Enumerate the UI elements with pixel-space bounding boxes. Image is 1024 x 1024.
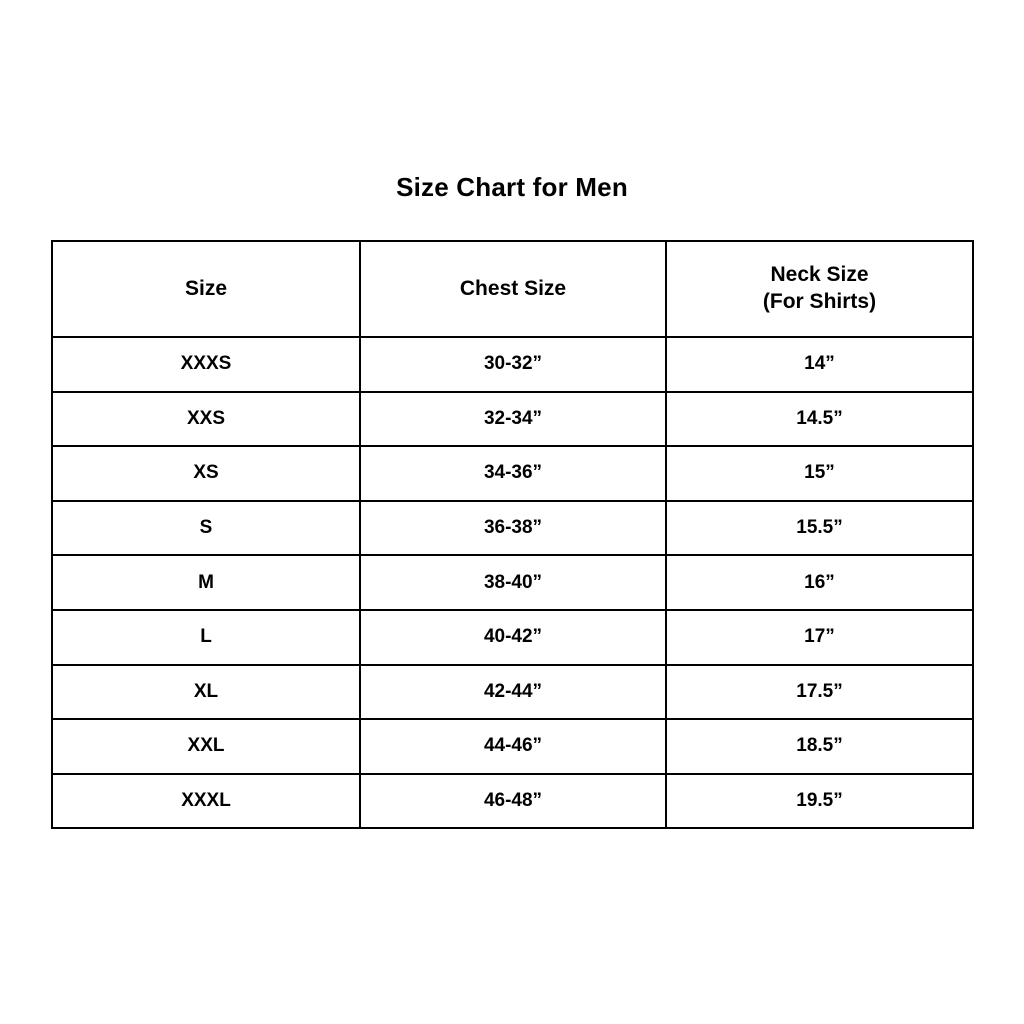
column-header-neck-label: Neck Size	[770, 263, 869, 287]
column-header-size	[52, 241, 360, 337]
cell-neck: 19.5”	[666, 774, 973, 829]
table-body	[52, 337, 973, 828]
cell-size: XXL	[52, 719, 360, 774]
cell-chest: 46-48”	[360, 774, 666, 829]
cell-chest: 38-40”	[360, 555, 666, 610]
cell-neck: 17.5”	[666, 665, 973, 720]
table-row	[52, 446, 973, 501]
column-header-neck-sublabel: (For Shirts)	[762, 290, 877, 313]
cell-chest: 32-34”	[360, 392, 666, 447]
cell-neck: 14”	[666, 337, 973, 392]
table-row	[52, 610, 973, 665]
cell-size: XL	[52, 665, 360, 720]
cell-chest: 40-42”	[360, 610, 666, 665]
table-row	[52, 337, 973, 392]
cell-size: XXXL	[52, 774, 360, 829]
cell-size: XS	[52, 446, 360, 501]
cell-size: L	[52, 610, 360, 665]
page-title: Size Chart for Men	[396, 172, 628, 202]
column-header-neck	[666, 241, 973, 337]
cell-neck: 18.5”	[666, 719, 973, 774]
table-row	[52, 392, 973, 447]
size-chart-table-container	[51, 240, 972, 829]
column-header-chest	[360, 241, 666, 337]
table-row	[52, 555, 973, 610]
cell-size: S	[52, 501, 360, 556]
cell-size: M	[52, 555, 360, 610]
size-chart-table	[51, 240, 974, 829]
cell-size: XXS	[52, 392, 360, 447]
table-row	[52, 501, 973, 556]
table-row	[52, 665, 973, 720]
cell-neck: 15”	[666, 446, 973, 501]
column-header-size-label: Size	[184, 276, 228, 300]
table-row	[52, 774, 973, 829]
cell-neck: 16”	[666, 555, 973, 610]
table-row	[52, 719, 973, 774]
cell-size: XXXS	[52, 337, 360, 392]
cell-neck: 17”	[666, 610, 973, 665]
table-header	[52, 241, 973, 337]
cell-chest: 34-36”	[360, 446, 666, 501]
cell-neck: 15.5”	[666, 501, 973, 556]
column-header-chest-label: Chest Size	[459, 276, 567, 300]
cell-chest: 44-46”	[360, 719, 666, 774]
cell-neck: 14.5”	[666, 392, 973, 447]
cell-chest: 42-44”	[360, 665, 666, 720]
table-header-row	[52, 241, 973, 337]
cell-chest: 36-38”	[360, 501, 666, 556]
cell-chest: 30-32”	[360, 337, 666, 392]
